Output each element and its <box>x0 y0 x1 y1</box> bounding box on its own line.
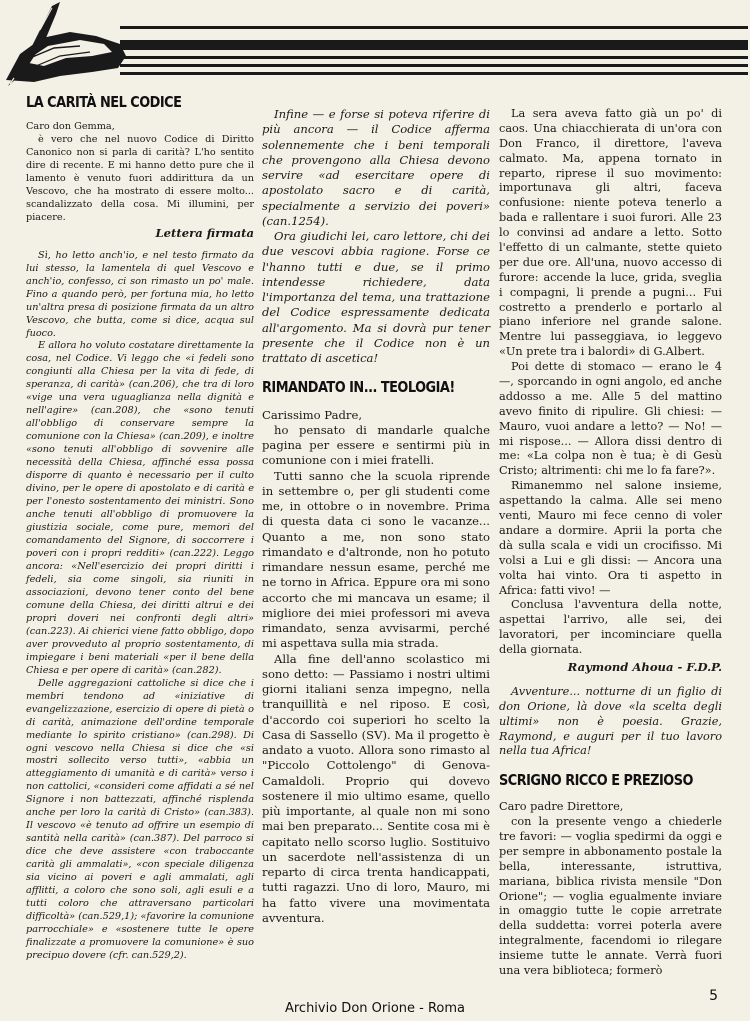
page-number: 5 <box>709 988 718 1004</box>
article2-paragraph: La sera aveva fatto già un po' di caos. Una chiacchierata di un'ora con Don Franco, il direttore, l'aveva calmato. Ma, appena tornato in reparto, riprese il suo movimento: importunava gli altri, faceva confusione: niente poteva tenerlo a bada e rallentare i suoi furori. Alle 23 lo convinsi ad andare a letto. Sotto l'effetto di un calmante, stette quieto per due ore. All'una, nuovo accesso di furore: accende la luce, grida, sveglia i compagni, li prende a pugni... Fui costretto a prenderlo e portarlo al piano inferiore nel grande salone. Mentre lui passeggiava, io leggevo «Un prete tra i balordi» di G.Albert. <box>499 107 722 359</box>
column-middle <box>262 107 490 926</box>
article2-paragraph: Poi dette di stomaco — erano le 4 —, sporcando in ogni angolo, ed anche addosso a me. Alle 5 del mattino avevo finito di ripulire. Gli chiesi: — Mauro, vuoi andare a letto? — No! — mi rispose... — Allora dissi dentro di me: «La colpa non è tua; è di Gesù Cristo; altrimenti: chi me lo fa fare?». <box>499 360 722 478</box>
editor-note: Avventure... notturne di un figlio di don Orione, là dove «la scelta degli ultimi» non è poesia. Grazie, Raymond, e auguri per il tuo lavoro nella tua Africa! <box>499 684 722 758</box>
letter-salutation: Caro don Gemma, <box>26 120 115 132</box>
article3-salutation: Caro padre Direttore, <box>499 800 624 814</box>
article-title-rimandato: RIMANDATO IN... TEOLOGIA! <box>262 378 455 397</box>
article-title-carita: LA CARITÀ NEL CODICE <box>26 93 182 111</box>
reply-paragraph: Delle aggregazioni cattoliche si dice che i membri tendono ad «iniziative di evangelizzazione, esercizio di opere di pietà o di carità, animazione dell'ordine temporale mediante lo spirito cristiano» (can.298). Di ogni vescovo nella Chiesa si dice che «si mostri sollecito verso tutti», «abbia un atteggiamento di umanità e di carità» verso i non cattolici, «consideri come affidati a sé nel Signore i non battezzati, affinché risplenda anche per loro la carità di Cristo» (can.383). Il vescovo «è tenuto ad offrire un esempio di santità nella carità» (can.387). Del parroco si dice che deve assistere «con traboccante carità gli ammalati», «con speciale diligenza sia vicino ai poveri e agli ammalati, agli afflitti, a coloro che sono soli, agli esuli e a tutti coloro che attraversano particolari difficoltà» (can.529,1); «favorire la comunione parrocchiale» e «sostenere tutte le opere finalizzate a promuovere la comunione» è suo precipuo dovere (cfr. can.529,2). <box>26 677 254 961</box>
header-pen-hand-illustration <box>0 0 750 90</box>
article-title-scrigno: SCRIGNO RICCO E PREZIOSO <box>499 771 693 790</box>
article2-paragraph: Rimanemmo nel salone insieme, aspettando la calma. Alle sei meno venti, Mauro mi fece cenno di voler andare a dormire. Aprii la porta che dà sulla scala e vidi un crocifisso. Mi volsi a Lui e gli dissi: — Ancora una volta hai vinto. Ora ti aspetto in Africa: fatti vivo! — <box>499 479 722 597</box>
archive-footer: Archivio Don Orione - Roma <box>284 1001 466 1016</box>
article2-paragraph: Tutti sanno che la scuola riprende in settembre o, per gli studenti come me, in ottobre o in novembre. Prima di questa data ci sono le vacanze... Quanto a me, non sono stato rimandato e d'altronde, non ho potuto rimandare nessun esame, perché me ne torno in Africa. Eppure ora mi sono accorto che mi mancava un esame; il migliore dei miei professori mi aveva rimandato, senza avvisarmi, perché mi aspettava sulla mia strada. <box>262 468 490 651</box>
reply-paragraph: Ora giudichi lei, caro lettore, chi dei due vescovi abbia ragione. Forse ce l'hanno tutti e due, se il primo intendesse richiedere, data l'importanza del tema, una trattazione del Codice espressamente dedicata all'argomento. Ma si dovrà pur tener presente che il Codice non è un trattato di ascetica! <box>262 229 490 365</box>
reply-paragraph: Infine — e forse si poteva riferire di più ancora — il Codice afferma solennemente che i beni temporali che provengono alla Chiesa devono servire «ad esercitare opere di apostolato sacro e di carità, specialmente a servizio dei poveri» (can.1254). <box>262 107 490 228</box>
letter-signature: Lettera firmata <box>155 225 254 240</box>
column-left <box>26 93 254 963</box>
letter-paragraph: è vero che nel nuovo Codice di Diritto Canonico non si parla di carità? L'ho sentito dire di recente. E mi hanno detto pure che il lamento è venuto fuori addirittura da un Vescovo, che ha mostrato di essere molto... scandalizzato della cosa. Mi illumini, per piacere. <box>26 133 254 223</box>
article2-paragraph: ho pensato di mandarle qualche pagina per essere e sentirmi più in comunione con i miei fratelli. <box>262 422 490 468</box>
reply-paragraph: Sì, ho letto anch'io, e nel testo firmato da lui stesso, la lamentela di quel Vescovo e anch'io, confesso, ci son rimasto un po' male. Fino a quando però, per fortuna mia, ho letto un'altra presa di posizione firmata da un altro Vescovo, che butta, come si dice, acqua sul fuoco. <box>26 249 254 339</box>
article2-salutation: Carissimo Padre, <box>262 407 363 422</box>
column-right <box>499 107 722 979</box>
article2-paragraph: Alla fine dell'anno scolastico mi sono detto: — Passiamo i nostri ultimi giorni italiani senza impegno, nella tranquillità e nel riposo. E così, d'accordo coi superiori ho scelto la Casa di Sassello (SV). Ma il progetto è andato a vuoto. Allora sono rimasto al "Piccolo Cottolengo" di Genova-Camaldoli. Proprio qui dovevo sostenere il mio ultimo esame, quello più importante, al quale non mi sono mai ben preparato... Sentite cosa mi è capitato nello scorso luglio. Sostituivo un sacerdote nell'assistenza di un reparto di circa trenta handicappati, tutti ragazzi. Uno di loro, Mauro, mi ha fatto vivere una movimentata avventura. <box>262 651 490 925</box>
article2-paragraph: Conclusa l'avventura della notte, aspettai l'arrivo, alle sei, dei lavoratori, per incominciare quella della giornata. <box>499 598 722 657</box>
article3-paragraph: con la presente vengo a chiederle tre favori: — voglia spedirmi da oggi e per sempre in abbonamento postale la bella, interessante, istruttiva, mariana, biblica rivista mensile "Don Orione"; — voglia egualmente inviare in omaggio tutte le copie arretrate della suddetta: vorrei poterla avere integralmente, facendomi io rilegare insieme tutte le annate. Verrà fuori una vera biblioteca; formerò <box>499 815 722 977</box>
reply-paragraph: E allora ho voluto costatare direttamente la cosa, nel Codice. Vi leggo che «i fedeli sono congiunti alla Chiesa per la vita di fede, di speranza, di carità» (can.206), che tra di loro «vige una vera uguaglianza nella dignità e nell'agire» (can.208), che «sono tenuti all'obbligo di conservare sempre la comunione con la Chiesa» (can.209), e inoltre «sono tenuti all'obbligo di sovvenire alle necessità della Chiesa, affinché essa possa disporre di quanto è necessario per il culto divino, per le opere di apostolato e di carità e per l'onesto sostentamento dei ministri. Sono anche tenuti all'obbligo di promuovere la giustizia sociale, come pure, memori del comandamento del Signore, di soccorrere i poveri con i propri redditi» (can.222). Leggo ancora: «Nell'esercizio dei propri diritti i fedeli, sia come singoli, sia riuniti in associazioni, devono tener conto del bene comune della Chiesa, dei diritti altrui e dei propri doveri nei confronti degli altri» (can.223). Ai chierici viene fatto obbligo, dopo aver provveduto al proprio sostentamento, di impiegare i beni materiali «per il bene della Chiesa e per opere di carità» (can.282). <box>26 340 254 676</box>
article2-signature: Raymond Ahoua - F.D.P. <box>567 659 722 674</box>
